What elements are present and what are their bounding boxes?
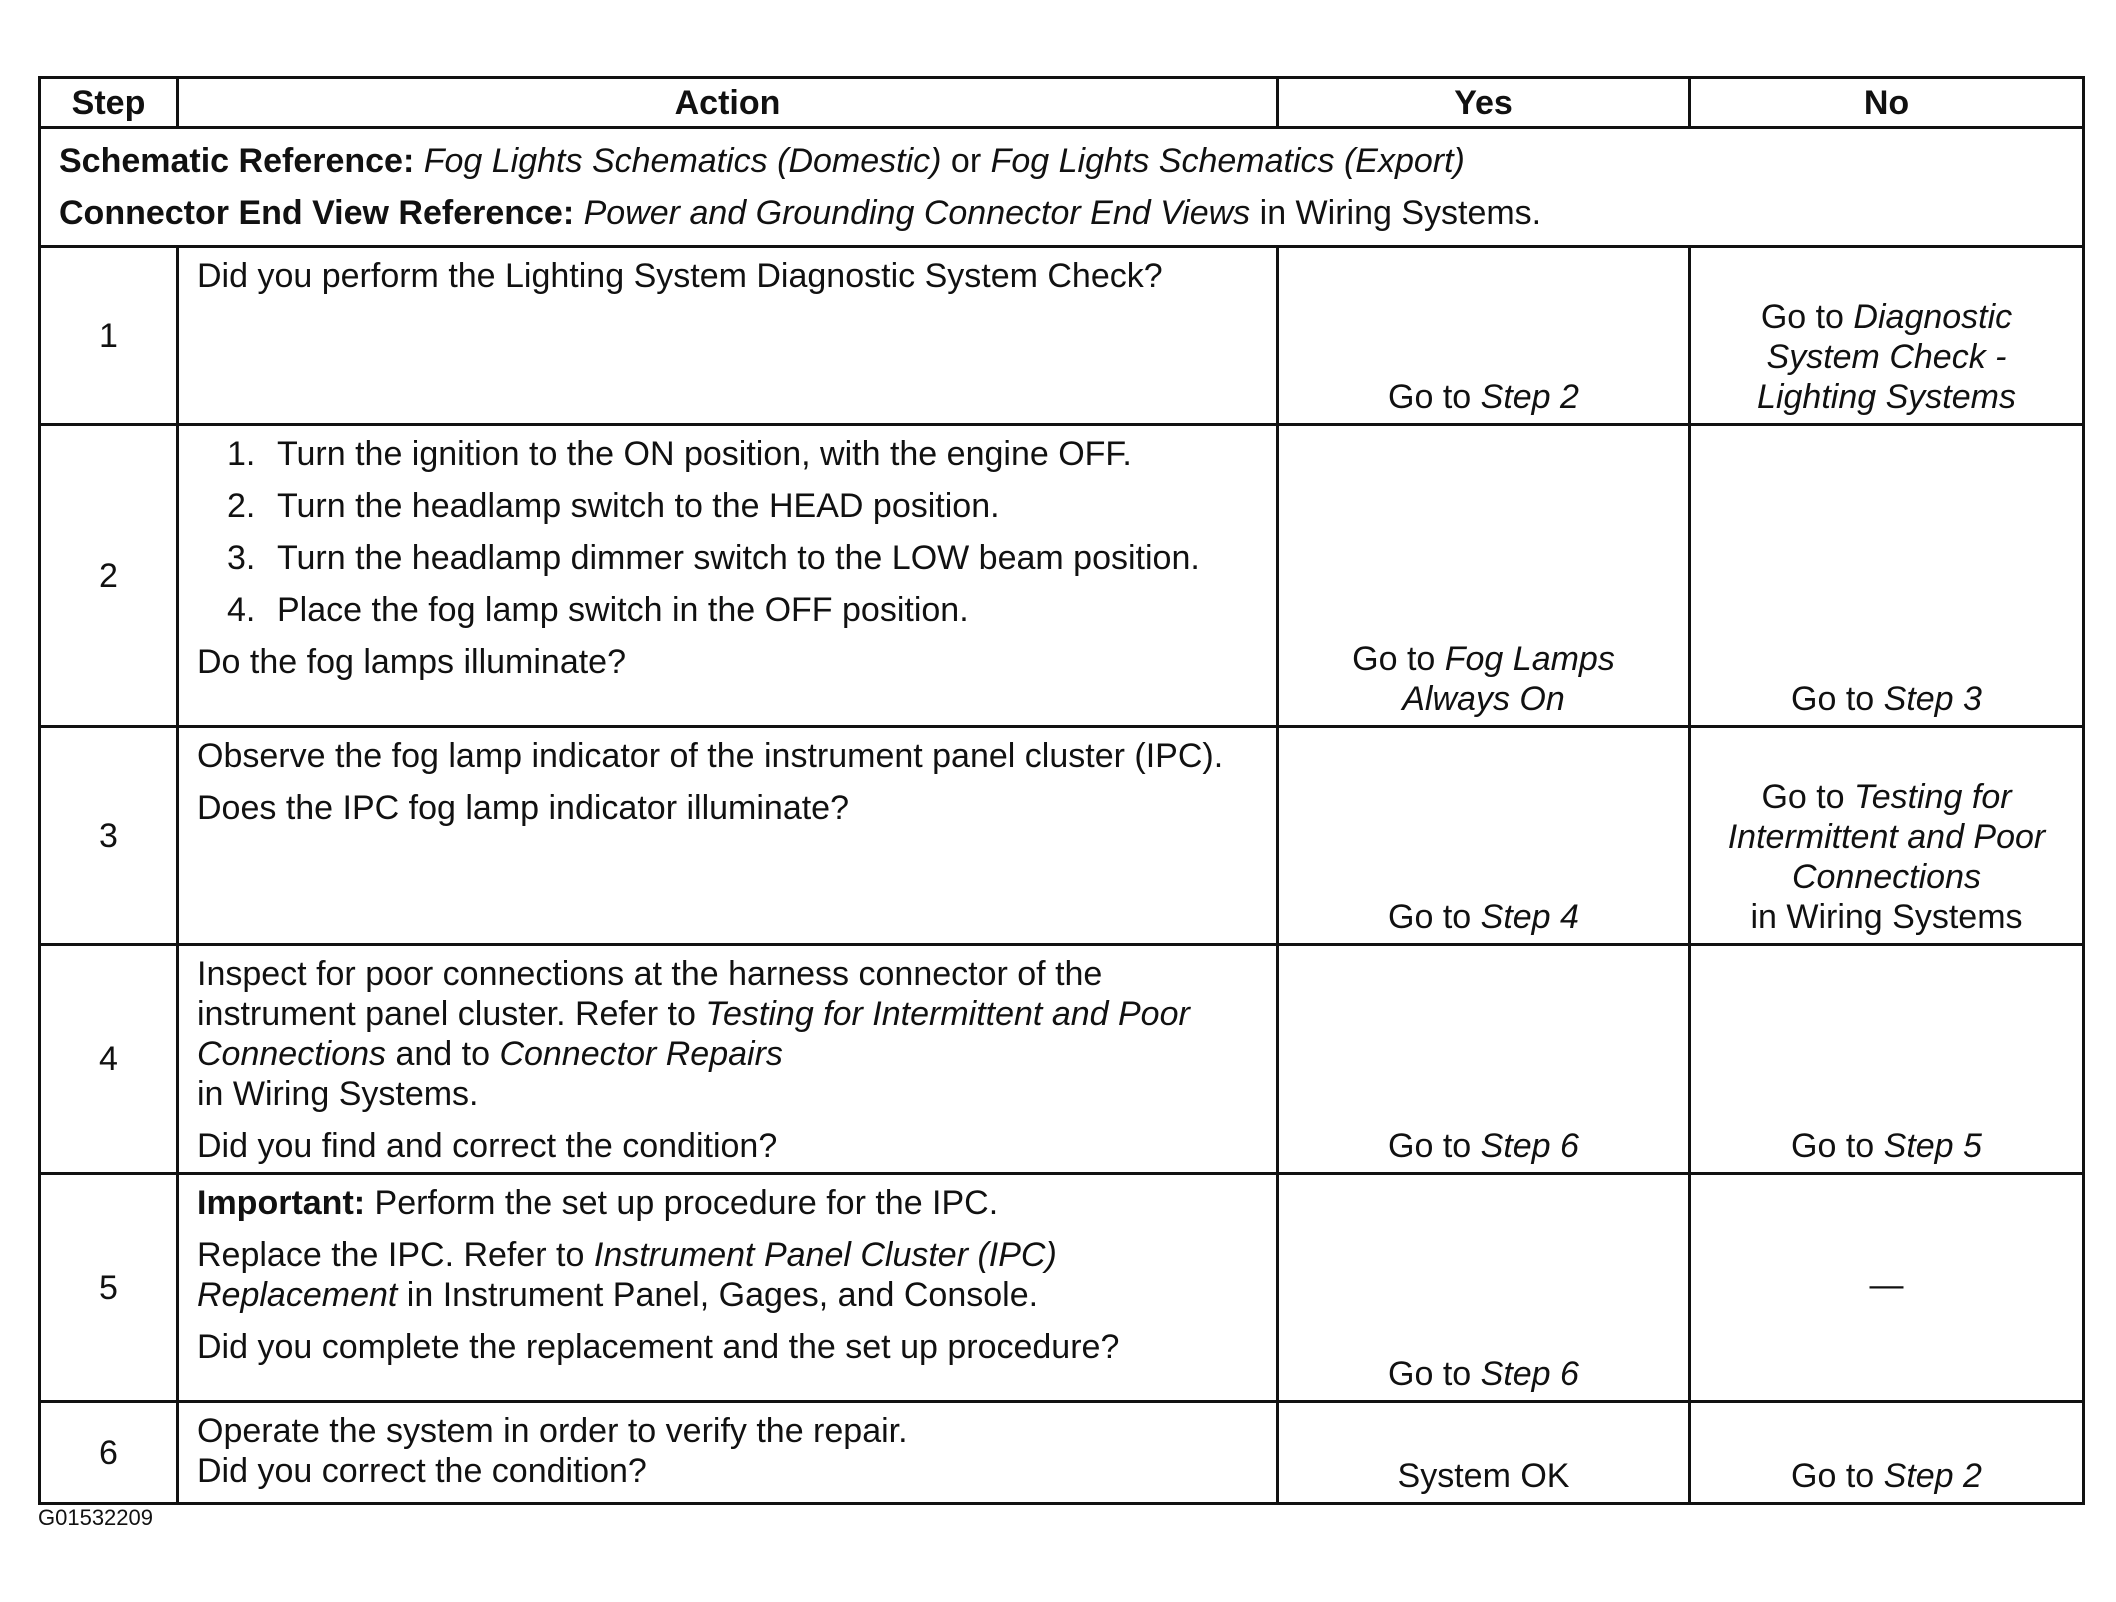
no-cell <box>1690 1402 2084 1504</box>
connector-label: Connector End View Reference: <box>59 194 575 232</box>
substep-text: Turn the headlamp switch to the HEAD position. <box>277 487 1000 525</box>
yes-link[interactable]: Fog Lamps Always On <box>1402 640 1615 718</box>
important-label: Important: <box>197 1184 366 1222</box>
step-row-6 <box>40 1402 2084 1504</box>
schematic-link-export[interactable]: Fog Lights Schematics (Export) <box>990 142 1465 180</box>
no-cell <box>1690 945 2084 1174</box>
action-cell <box>178 247 1278 425</box>
yes-prefix: Go to <box>1388 1127 1481 1165</box>
no-prefix: Go to <box>1791 1127 1884 1165</box>
no-prefix: Go to <box>1791 680 1884 718</box>
header-row <box>40 78 2084 128</box>
action-question: Does the IPC fog lamp indicator illuminate? <box>197 789 849 827</box>
action-text: Observe the fog lamp indicator of the instrument panel cluster (IPC). <box>197 737 1224 775</box>
action-cell <box>178 1402 1278 1504</box>
action-text-part: in Wiring Systems. <box>197 1075 479 1113</box>
yes-link[interactable]: Step 6 <box>1480 1355 1579 1393</box>
reference-cell <box>40 128 2084 247</box>
step-row-3 <box>40 727 2084 945</box>
header-no: No <box>1690 78 2084 128</box>
action-substeps <box>197 434 1258 630</box>
connector-reference <box>59 187 2064 239</box>
yes-cell <box>1278 727 1690 945</box>
no-link[interactable]: Step 2 <box>1883 1457 1982 1495</box>
yes-link[interactable]: Step 6 <box>1480 1127 1579 1165</box>
yes-cell: System OK <box>1278 1402 1690 1504</box>
step-row-4 <box>40 945 2084 1174</box>
important-text: Perform the set up procedure for the IPC. <box>365 1184 999 1222</box>
yes-link[interactable]: Step 2 <box>1480 378 1579 416</box>
action-text-part: in Instrument Panel, Gages, and Console. <box>397 1276 1039 1314</box>
schematic-label: Schematic Reference: <box>59 142 415 180</box>
diagnostic-table <box>38 76 2085 1505</box>
schematic-or: or <box>941 142 991 180</box>
action-cell <box>178 945 1278 1174</box>
important-note <box>197 1183 1258 1223</box>
connector-suffix: in Wiring Systems. <box>1250 194 1542 232</box>
header-yes: Yes <box>1278 78 1690 128</box>
step-row-2 <box>40 425 2084 727</box>
reference-row <box>40 128 2084 247</box>
step-number: 2 <box>40 425 178 727</box>
no-cell <box>1690 727 2084 945</box>
substep-text: Turn the ignition to the ON position, with the engine OFF. <box>277 435 1132 473</box>
action-question: Did you find and correct the condition? <box>197 1127 778 1165</box>
substep-item <box>197 434 1258 474</box>
yes-prefix: Go to <box>1388 898 1481 936</box>
substep-text: Turn the headlamp dimmer switch to the LOW beam position. <box>277 539 1200 577</box>
action-text-part: Replace the IPC. Refer to <box>197 1236 594 1274</box>
action-question: Did you complete the replacement and the set up procedure? <box>197 1328 1120 1366</box>
figure-id: G01532209 <box>38 1505 153 1530</box>
header-step: Step <box>40 78 178 128</box>
no-link[interactable]: Diagnostic System Check - Lighting Systems <box>1757 298 2016 416</box>
yes-cell <box>1278 1174 1690 1402</box>
no-cell <box>1690 425 2084 727</box>
connector-link[interactable]: Power and Grounding Connector End Views <box>583 194 1251 232</box>
schematic-link-domestic[interactable]: Fog Lights Schematics (Domestic) <box>423 142 942 180</box>
action-question: Did you perform the Lighting System Diagnostic System Check? <box>197 257 1163 295</box>
no-link[interactable]: Step 5 <box>1883 1127 1982 1165</box>
schematic-reference <box>59 135 2064 187</box>
no-cell <box>1690 247 2084 425</box>
no-prefix: Go to <box>1761 778 1855 816</box>
action-link-testing[interactable]: Testing for Intermittent and Poor Connections <box>197 995 1190 1073</box>
yes-prefix: Go to <box>1352 640 1445 678</box>
substep-item <box>197 538 1258 578</box>
step-number: 4 <box>40 945 178 1174</box>
no-prefix: Go to <box>1760 298 1854 336</box>
action-text-part: and to <box>386 1035 500 1073</box>
no-prefix: Go to <box>1791 1457 1884 1495</box>
step-number: 3 <box>40 727 178 945</box>
action-link-connector-repairs[interactable]: Connector Repairs <box>499 1035 783 1073</box>
yes-cell <box>1278 247 1690 425</box>
no-link[interactable]: Testing for Intermittent and Poor Connections <box>1727 778 2046 896</box>
yes-prefix: Go to <box>1388 378 1481 416</box>
step-number: 6 <box>40 1402 178 1504</box>
action-link-ipc-replacement[interactable]: Instrument Panel Cluster (IPC) Replacement <box>197 1236 1057 1314</box>
yes-cell <box>1278 425 1690 727</box>
substep-item <box>197 486 1258 526</box>
action-question: Do the fog lamps illuminate? <box>197 643 627 681</box>
no-suffix: in Wiring Systems <box>1750 898 2023 936</box>
action-cell <box>178 1174 1278 1402</box>
action-cell <box>178 727 1278 945</box>
yes-cell <box>1278 945 1690 1174</box>
action-cell <box>178 425 1278 727</box>
substep-number: 4. <box>227 591 256 629</box>
substep-item <box>197 590 1258 630</box>
yes-link[interactable]: Step 4 <box>1480 898 1579 936</box>
substep-text: Place the fog lamp switch in the OFF position. <box>277 591 969 629</box>
yes-prefix: Go to <box>1388 1355 1481 1393</box>
step-number: 1 <box>40 247 178 425</box>
header-action: Action <box>178 78 1278 128</box>
substep-number: 1. <box>227 435 256 473</box>
action-text <box>197 1235 1258 1315</box>
action-question: Did you correct the condition? <box>197 1452 647 1490</box>
substep-number: 2. <box>227 487 256 525</box>
step-row-1 <box>40 247 2084 425</box>
action-text <box>197 954 1258 1114</box>
step-row-5 <box>40 1174 2084 1402</box>
step-number: 5 <box>40 1174 178 1402</box>
action-text-part: Inspect for poor connections at the harness connector of the instrument panel cluster. Refer to <box>197 955 1103 1033</box>
action-text: Operate the system in order to verify the repair. <box>197 1412 908 1450</box>
substep-number: 3. <box>227 539 256 577</box>
no-cell: — <box>1690 1174 2084 1402</box>
no-link[interactable]: Step 3 <box>1883 680 1982 718</box>
